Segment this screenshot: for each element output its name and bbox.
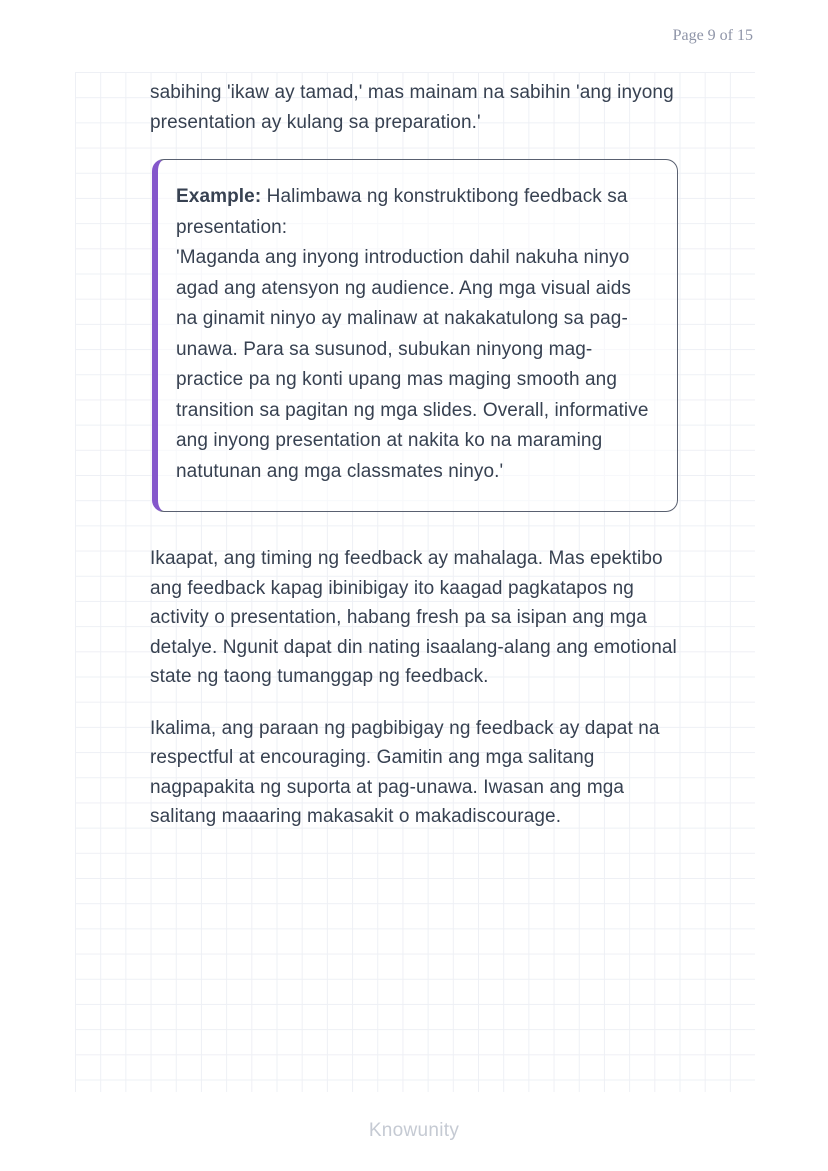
intro-paragraph: sabihing 'ikaw ay tamad,' mas mainam na sabihin 'ang inyong presentation ay kulang sa preparation.' <box>150 82 674 133</box>
notebook-grid-page <box>75 72 755 1092</box>
page-content <box>150 78 682 832</box>
page-indicator: Page 9 of 15 <box>672 27 753 44</box>
example-quote-text: 'Maganda ang inyong introduction dahil nakuha ninyo agad ang atensyon ng audience. Ang mga visual aids na ginamit ninyo ay malinaw at nakakatulong sa pag-unawa. Para sa susunod, subukan ninyong mag-practice pa ng konti upang mas maging smooth ang transition sa pagitan ng mga slides. Overall, informative ang inyong presentation at nakita ko na maraming natutunan ang mga classmates ninyo.' <box>176 247 649 482</box>
example-label: Example: <box>176 186 262 207</box>
example-callout-box <box>152 159 678 512</box>
footer-brand: Knowunity <box>368 1120 460 1141</box>
example-intro-text: Halimbawa ng konstruktibong feedback sa presentation: <box>176 186 628 238</box>
example-intro-line <box>176 182 657 243</box>
paragraph-ikalima: Ikalima, ang paraan ng pagbibigay ng feedback ay dapat na respectful at encouraging. Gamitin ang mga salitang nagpapakita ng suporta at pag-unawa. Iwasan ang mga salitang maaaring makasakit o makadiscourage. <box>150 717 660 827</box>
paragraph-ikaapat: Ikaapat, ang timing ng feedback ay mahalaga. Mas epektibo ang feedback kapag ibinibigay ito kaagad pagkatapos ng activity o presentation, habang fresh pa sa isipan ang mga detalye. Ngunit dapat din nating isaalang-alang ang emotional state ng taong tumanggap ng feedback. <box>150 548 677 687</box>
